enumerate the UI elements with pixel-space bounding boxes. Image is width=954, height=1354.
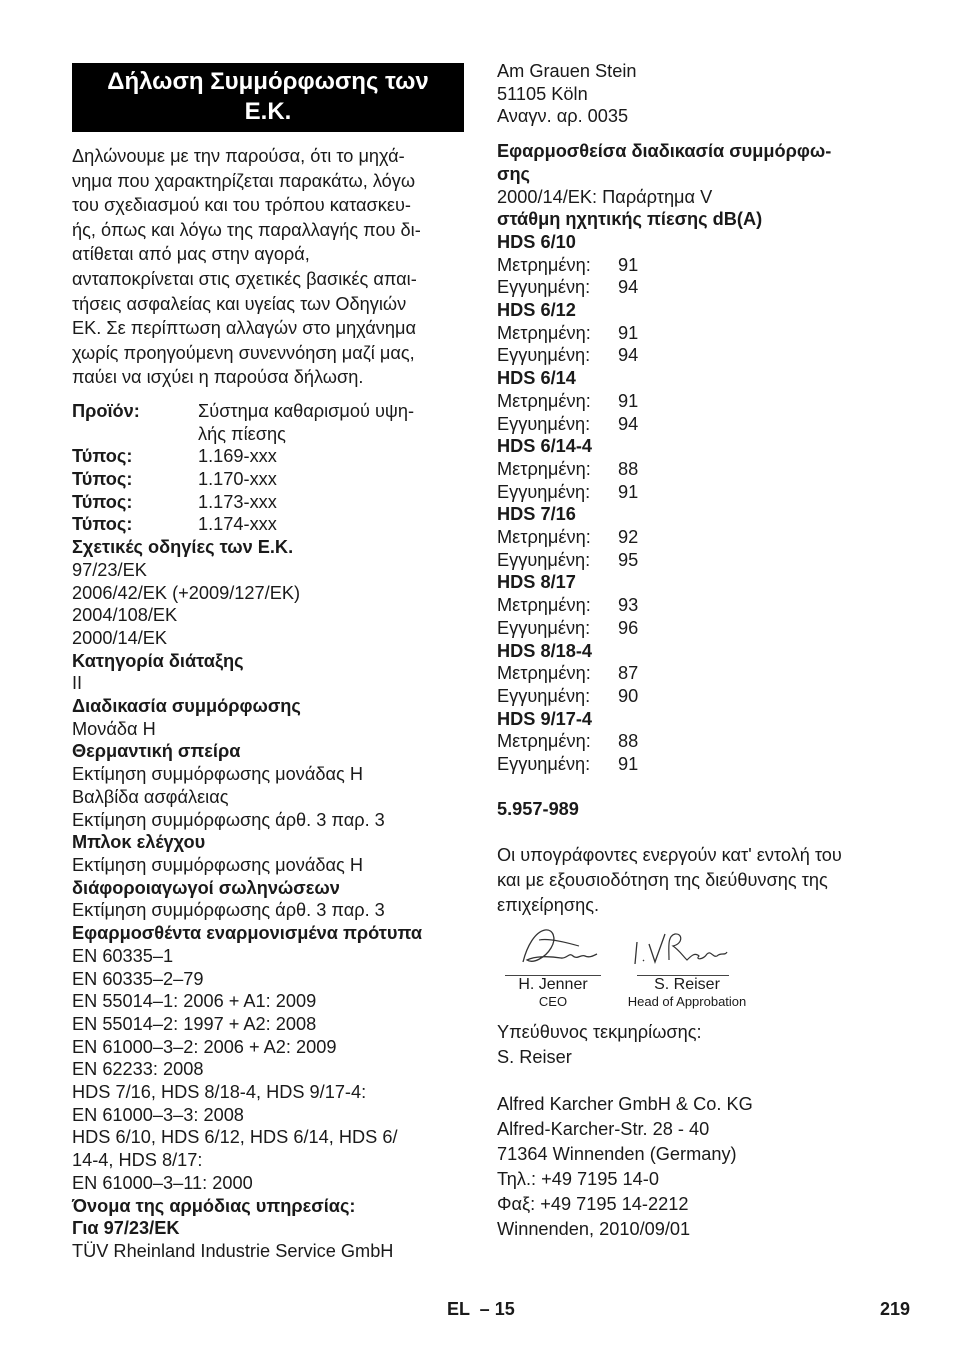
noise-heading: στάθμη ηχητικής πίεσης dB(A) <box>497 209 763 230</box>
signatory-name: S. Reiser <box>654 976 720 994</box>
type-label: Τύπος: <box>72 469 133 490</box>
guaranteed-label: Εγγυημένη: <box>497 345 591 366</box>
left-column <box>72 63 464 1263</box>
type-value: 1.173-xxx <box>198 491 277 512</box>
guaranteed-value: 96 <box>618 617 639 638</box>
product-value <box>198 400 464 445</box>
guaranteed-row <box>497 685 897 708</box>
section-line: 97/23/ΕΚ <box>72 559 147 580</box>
model-name: HDS 6/10 <box>497 231 576 252</box>
type-label: Τύπος: <box>72 446 133 467</box>
section-line: EN 61000–3–11: 2000 <box>72 1172 253 1193</box>
company-line: 71364 Winnenden (Germany) <box>497 1143 737 1164</box>
address-line: Αναγν. αρ. 0035 <box>497 106 629 127</box>
guaranteed-row <box>497 617 897 640</box>
noise-levels-list <box>497 231 897 776</box>
company-line: Alfred-Karcher-Str. 28 - 40 <box>497 1118 710 1139</box>
type-row <box>72 491 464 514</box>
company-line: Alfred Karcher GmbH & Co. KG <box>497 1093 753 1114</box>
guaranteed-label: Εγγυημένη: <box>497 617 591 638</box>
measured-row <box>497 662 897 685</box>
guaranteed-row <box>497 413 897 436</box>
measured-row <box>497 730 897 753</box>
type-value: 1.174-xxx <box>198 514 277 535</box>
section-line: EN 55014–2: 1997 + A2: 2008 <box>72 1013 317 1034</box>
guaranteed-label: Εγγυημένη: <box>497 754 591 775</box>
product-value-line: Σύστημα καθαρισμού υψη- <box>198 400 415 421</box>
signatory-role: CEO <box>538 994 568 1010</box>
signatories-text-line: επιχείρησης. <box>497 894 600 915</box>
procedure-value: 2000/14/ΕΚ: Παράρτημα V <box>497 186 713 207</box>
documentation-responsible <box>497 1020 897 1070</box>
guaranteed-label: Εγγυημένη: <box>497 413 591 434</box>
section-line: Εκτίμηση συμμόρφωσης μονάδας H <box>72 764 363 785</box>
section-line: Εκτίμηση συμμόρφωσης μονάδας H <box>72 855 363 875</box>
handwritten-signature-reiser <box>623 926 751 970</box>
footer-language-page: EL – 15 <box>447 1299 515 1319</box>
notified-body-address <box>497 60 897 128</box>
guaranteed-row <box>497 481 897 504</box>
measured-row <box>497 458 897 481</box>
section-line: Εκτίμηση συμμόρφωσης άρθ. 3 παρ. 3 <box>72 809 385 830</box>
signatory-name: H. Jenner <box>518 976 588 994</box>
measured-row <box>497 526 897 549</box>
section-line: 2006/42/ΕΚ (+2009/127/ΕΚ) <box>72 582 301 603</box>
guaranteed-label: Εγγυημένη: <box>497 481 591 502</box>
signature-jenner <box>505 926 601 1011</box>
guaranteed-value: 94 <box>618 277 639 298</box>
measured-label: Μετρημένη: <box>497 527 591 548</box>
model-name: HDS 7/16 <box>497 504 576 525</box>
guaranteed-row <box>497 549 897 572</box>
intro-line: ατίθεται από μας στην αγορά, <box>72 244 310 265</box>
type-label: Τύπος: <box>72 514 133 535</box>
measured-label: Μετρημένη: <box>497 390 591 411</box>
measured-value: 88 <box>618 458 639 479</box>
intro-line: χωρίς προηγούμενη συνεννόηση μαζί μας, <box>72 342 415 363</box>
footer-page-number: 219 <box>880 1299 911 1319</box>
section-line: EN 61000–3–2: 2006 + A2: 2009 <box>72 1036 337 1057</box>
measured-label: Μετρημένη: <box>497 322 591 343</box>
measured-value: 91 <box>618 254 639 275</box>
product-value-line: λής πίεσης <box>198 423 286 444</box>
guaranteed-label: Εγγυημένη: <box>497 277 591 298</box>
product-label: Προϊόν: <box>72 400 140 421</box>
measured-label: Μετρημένη: <box>497 731 591 752</box>
procedure-heading-line: Εφαρμοσθείσα διαδικασία συμμόρφω- <box>497 141 832 162</box>
model-name: HDS 8/18-4 <box>497 640 593 661</box>
section-line: 2000/14/ΕΚ <box>72 627 168 648</box>
measured-value: 91 <box>618 322 639 343</box>
section-line: EN 62233: 2008 <box>72 1059 204 1080</box>
signatures-area <box>497 926 897 1014</box>
measured-label: Μετρημένη: <box>497 458 591 479</box>
intro-line: ής, όπως και λόγω της παραλλαγής που δι- <box>72 219 421 240</box>
intro-line: Δηλώνουμε με την παρούσα, ότι το μηχά- <box>72 146 405 166</box>
section-heading: Θερμαντική σπείρα <box>72 741 241 762</box>
page-title <box>72 63 464 132</box>
model-name: HDS 9/17-4 <box>497 708 593 729</box>
measured-label: Μετρημένη: <box>497 595 591 616</box>
guaranteed-value: 91 <box>618 754 639 775</box>
type-label: Τύπος: <box>72 491 133 512</box>
section-line: EN 61000–3–3: 2008 <box>72 1104 244 1125</box>
address-line: 51105 Köln <box>497 83 588 104</box>
section-heading: Διαδικασία συμμόρφωσης <box>72 696 301 717</box>
measured-row <box>497 254 897 277</box>
model-name: HDS 8/17 <box>497 572 576 593</box>
intro-line: νημα που χαρακτηρίζεται παρακάτω, λόγω <box>72 170 416 191</box>
signatories-text-line: και με εξουσιοδότηση της διεύθυνσης της <box>497 869 828 890</box>
title-line: Δήλωση Συμμόρφωσης των <box>107 68 429 95</box>
section-line: EN 60335–1 <box>72 945 174 966</box>
doc-number: 5.957-989 <box>497 798 579 819</box>
section-line: Μονάδα H <box>72 718 156 739</box>
model-name: HDS 6/12 <box>497 300 576 321</box>
guaranteed-row <box>497 276 897 299</box>
section-line: HDS 6/10, HDS 6/12, HDS 6/14, HDS 6/ <box>72 1127 398 1148</box>
procedure-heading <box>497 140 897 185</box>
handwritten-signature-jenner <box>505 926 601 970</box>
guaranteed-row <box>497 344 897 367</box>
measured-row <box>497 322 897 345</box>
intro-line: τήσεις ασφαλείας και υγείας των Οδηγιών <box>72 293 407 314</box>
section-line: II <box>72 673 83 694</box>
measured-label: Μετρημένη: <box>497 254 591 275</box>
type-value: 1.170-xxx <box>198 469 277 490</box>
product-row <box>72 400 464 445</box>
guaranteed-value: 94 <box>618 345 639 366</box>
section-heading: Εφαρμοσθέντα εναρμονισμένα πρότυπα <box>72 923 423 944</box>
type-value: 1.169-xxx <box>198 446 277 467</box>
company-line: Φαξ: +49 7195 14-2212 <box>497 1193 689 1214</box>
signatories-text-line: Οι υπογράφοντες ενεργούν κατ' εντολή του <box>497 844 842 865</box>
company-address <box>497 1092 897 1242</box>
intro-line: του σχεδιασμού και του τρόπου κατασκευ- <box>72 195 411 216</box>
measured-value: 93 <box>618 595 639 616</box>
section-heading: Για 97/23/ΕΚ <box>72 1218 180 1239</box>
signatories-text <box>497 843 897 918</box>
section-line: 2004/108/ΕΚ <box>72 605 178 626</box>
measured-value: 88 <box>618 731 639 752</box>
type-row <box>72 468 464 491</box>
section-heading: διάφοροιαγωγοί σωληνώσεων <box>72 877 340 898</box>
measured-row <box>497 594 897 617</box>
company-line: Τηλ.: +49 7195 14-0 <box>497 1168 659 1189</box>
section-line: Βαλβίδα ασφάλειας <box>72 786 229 807</box>
section-heading: Σχετικές οδηγίες των Ε.Κ. <box>72 537 294 558</box>
section-heading: Κατηγορία διάταξης <box>72 650 244 671</box>
procedure-heading-line: σης <box>497 163 531 184</box>
guaranteed-value: 94 <box>618 413 639 434</box>
measured-label: Μετρημένη: <box>497 663 591 684</box>
measured-row <box>497 390 897 413</box>
company-line: Winnenden, 2010/09/01 <box>497 1218 691 1239</box>
address-line: Am Grauen Stein <box>497 61 637 81</box>
types-list <box>72 445 464 536</box>
guaranteed-label: Εγγυημένη: <box>497 685 591 706</box>
section-heading: Όνομα της αρμόδιας υπηρεσίας: <box>72 1195 356 1216</box>
title-line: Ε.Κ. <box>244 98 292 125</box>
section-line: Εκτίμηση συμμόρφωσης άρθ. 3 παρ. 3 <box>72 900 385 921</box>
measured-value: 87 <box>618 663 639 684</box>
intro-line: παύει να ισχύει η παρούσα δήλωση. <box>72 367 364 388</box>
guaranteed-row <box>497 753 897 776</box>
intro-line: ΕΚ. Σε περίπτωση αλλαγών στο μηχάνημα <box>72 318 416 339</box>
type-row <box>72 445 464 468</box>
model-name: HDS 6/14-4 <box>497 436 593 457</box>
doc-responsible-line: S. Reiser <box>497 1046 572 1067</box>
section-line: HDS 7/16, HDS 8/18-4, HDS 9/17-4: <box>72 1082 367 1103</box>
doc-responsible-line: Υπεύθυνος τεκμηρίωσης: <box>497 1021 702 1042</box>
signatory-role: Head of Approbation <box>627 994 747 1010</box>
measured-value: 91 <box>618 390 639 411</box>
guaranteed-value: 95 <box>618 549 639 570</box>
left-blocks <box>72 536 464 1263</box>
section-line: 14-4, HDS 8/17: <box>72 1150 203 1171</box>
section-line: TÜV Rheinland Industrie Service GmbH <box>72 1240 394 1261</box>
signature-reiser <box>623 926 751 1011</box>
section-line: EN 60335–2–79 <box>72 968 204 989</box>
right-column <box>497 60 897 1242</box>
guaranteed-label: Εγγυημένη: <box>497 549 591 570</box>
measured-value: 92 <box>618 527 639 548</box>
intro-paragraph <box>72 144 464 390</box>
intro-line: ανταποκρίνεται στις σχετικές βασικές απαι- <box>72 268 417 289</box>
section-line: EN 55014–1: 2006 + A1: 2009 <box>72 991 317 1012</box>
guaranteed-value: 90 <box>618 685 639 706</box>
guaranteed-value: 91 <box>618 481 639 502</box>
model-name: HDS 6/14 <box>497 368 576 389</box>
type-row <box>72 513 464 536</box>
section-heading: Μπλοκ ελέγχου <box>72 832 206 853</box>
